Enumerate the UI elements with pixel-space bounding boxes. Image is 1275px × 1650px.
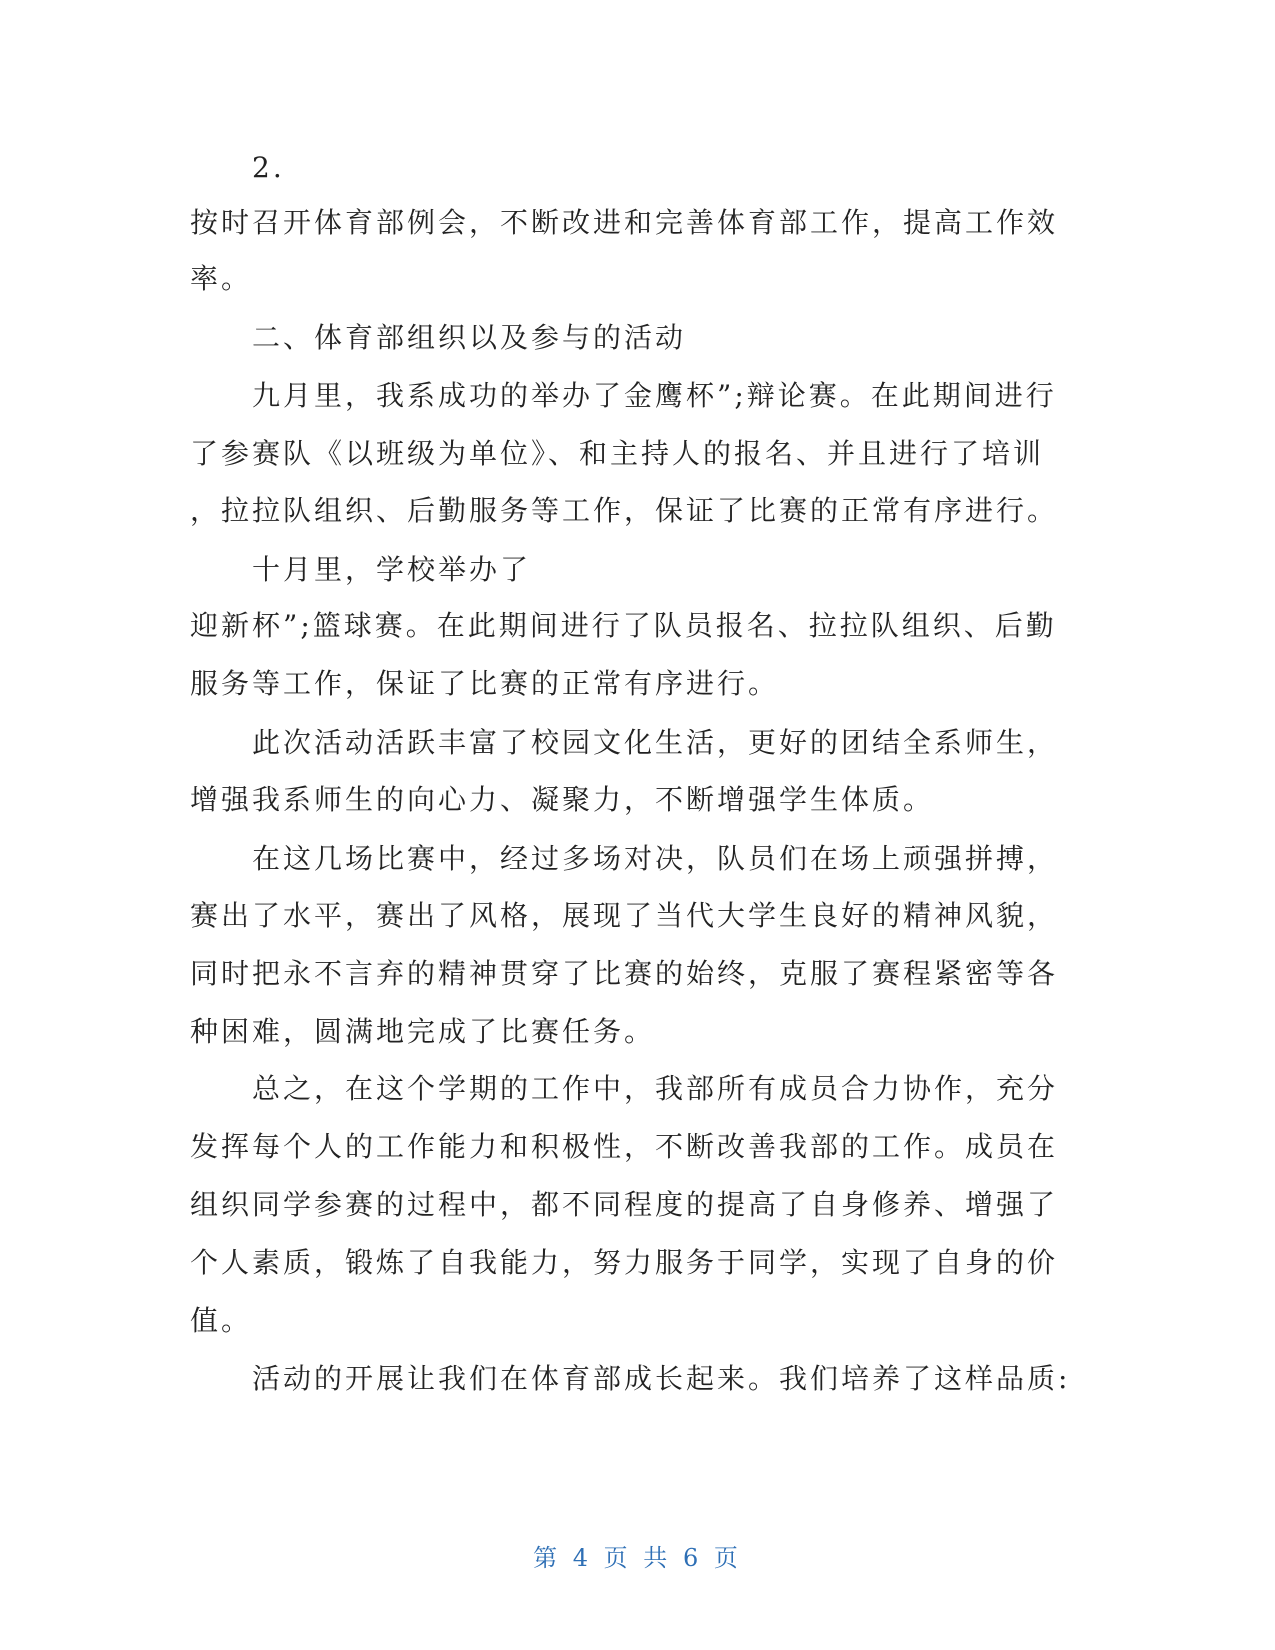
- text-line: 个人素质，锻炼了自我能力，努力服务于同学，实现了自身的价: [190, 1246, 1059, 1279]
- text-line: 了参赛队《以班级为单位》、和主持人的报名、并且进行了培训: [190, 437, 1045, 470]
- section-heading: 二、体育部组织以及参与的活动: [252, 321, 687, 354]
- text-line: 2.: [252, 151, 285, 184]
- text-line: 组织同学参赛的过程中，都不同程度的提高了自身修养、增强了: [190, 1188, 1059, 1221]
- text-line: 服务等工作，保证了比赛的正常有序进行。: [190, 667, 780, 700]
- text-line: 同时把永不言弃的精神贯穿了比赛的始终，克服了赛程紧密等各: [190, 957, 1059, 990]
- text-line: 率。: [190, 262, 253, 295]
- text-line: 总之，在这个学期的工作中，我部所有成员合力协作，充分: [252, 1072, 1059, 1105]
- text-line: 发挥每个人的工作能力和积极性，不断改善我部的工作。成员在: [190, 1130, 1059, 1163]
- text-line: 十月里，学校举办了: [252, 553, 532, 586]
- text-line: 活动的开展让我们在体育部成长起来。我们培养了这样品质:: [252, 1362, 1071, 1395]
- page-number-footer: 第 4 页 共 6 页: [533, 1544, 742, 1572]
- text-line: ，拉拉队组织、后勤服务等工作，保证了比赛的正常有序进行。: [190, 494, 1059, 527]
- text-line: 值。: [190, 1304, 253, 1337]
- text-line: 九月里，我系成功的举办了金鹰杯”;辩论赛。在此期间进行: [252, 379, 1057, 412]
- text-line: 迎新杯”;篮球赛。在此期间进行了队员报名、拉拉队组织、后勤: [190, 609, 1057, 642]
- text-line: 按时召开体育部例会，不断改进和完善体育部工作，提高工作效: [190, 206, 1059, 239]
- text-line: 此次活动活跃丰富了校园文化生活，更好的团结全系师生，: [252, 726, 1059, 759]
- text-line: 赛出了水平，赛出了风格，展现了当代大学生良好的精神风貌，: [190, 899, 1059, 932]
- text-line: 种困难，圆满地完成了比赛任务。: [190, 1015, 656, 1048]
- text-line: 在这几场比赛中，经过多场对决，队员们在场上顽强拼搏，: [252, 842, 1059, 875]
- text-line: 增强我系师生的向心力、凝聚力，不断增强学生体质。: [190, 783, 935, 816]
